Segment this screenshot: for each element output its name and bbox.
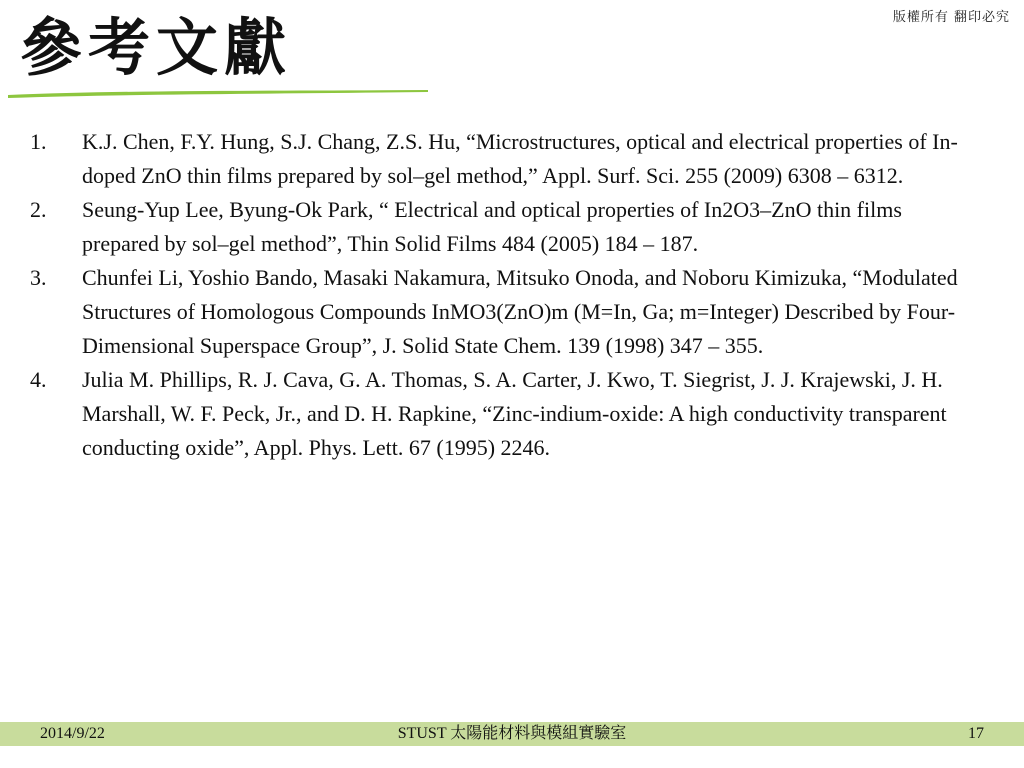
footer-bar — [0, 722, 1024, 746]
reference-number: 4. — [30, 367, 47, 392]
title-underline — [8, 88, 428, 98]
reference-item — [0, 261, 1024, 363]
footer-lab-name: STUST 太陽能材料與模組實驗室 — [397, 725, 627, 742]
reference-text: K.J. Chen, F.Y. Hung, S.J. Chang, Z.S. Hu, “Microstructures, optical and electrical properties of In-doped ZnO thin films prepared by sol–gel method,” Appl. Surf. Sci. 255 (2009) 6308 – 6312. — [82, 129, 958, 188]
reference-item — [0, 193, 1024, 261]
reference-number: 3. — [30, 265, 47, 290]
reference-list — [0, 125, 1024, 465]
reference-text: Julia M. Phillips, R. J. Cava, G. A. Thomas, S. A. Carter, J. Kwo, T. Siegrist, J. J. Krajewski, J. H. Marshall, W. F. Peck, Jr., and D. H. Rapkine, “Zinc-indium-oxide: A high conductivity transparent conducting oxide”, Appl. Phys. Lett. 67 (1995) 2246. — [82, 367, 947, 460]
title-underline-stroke — [8, 90, 428, 98]
reference-number: 1. — [30, 129, 47, 154]
copyright-notice: 版權所有 翻印必究 — [892, 10, 1010, 25]
reference-number: 2. — [30, 197, 47, 222]
reference-item — [0, 363, 1024, 465]
reference-text: Seung-Yup Lee, Byung-Ok Park, “ Electrical and optical properties of In2O3–ZnO thin films prepared by sol–gel method”, Thin Solid Films 484 (2005) 184 – 187. — [82, 197, 902, 256]
footer-date: 2014/9/22 — [40, 725, 105, 742]
page-number: 17 — [968, 725, 984, 742]
page-title: 參考文獻 — [20, 11, 293, 84]
reference-item — [0, 125, 1024, 193]
reference-text: Chunfei Li, Yoshio Bando, Masaki Nakamura, Mitsuko Onoda, and Noboru Kimizuka, “Modulated Structures of Homologous Compounds InMO3(ZnO)m (M=In, Ga; m=Integer) Described by Four-Dimensional Superspace Group”, J. Solid State Chem. 139 (1998) 347 – 355. — [82, 265, 958, 358]
